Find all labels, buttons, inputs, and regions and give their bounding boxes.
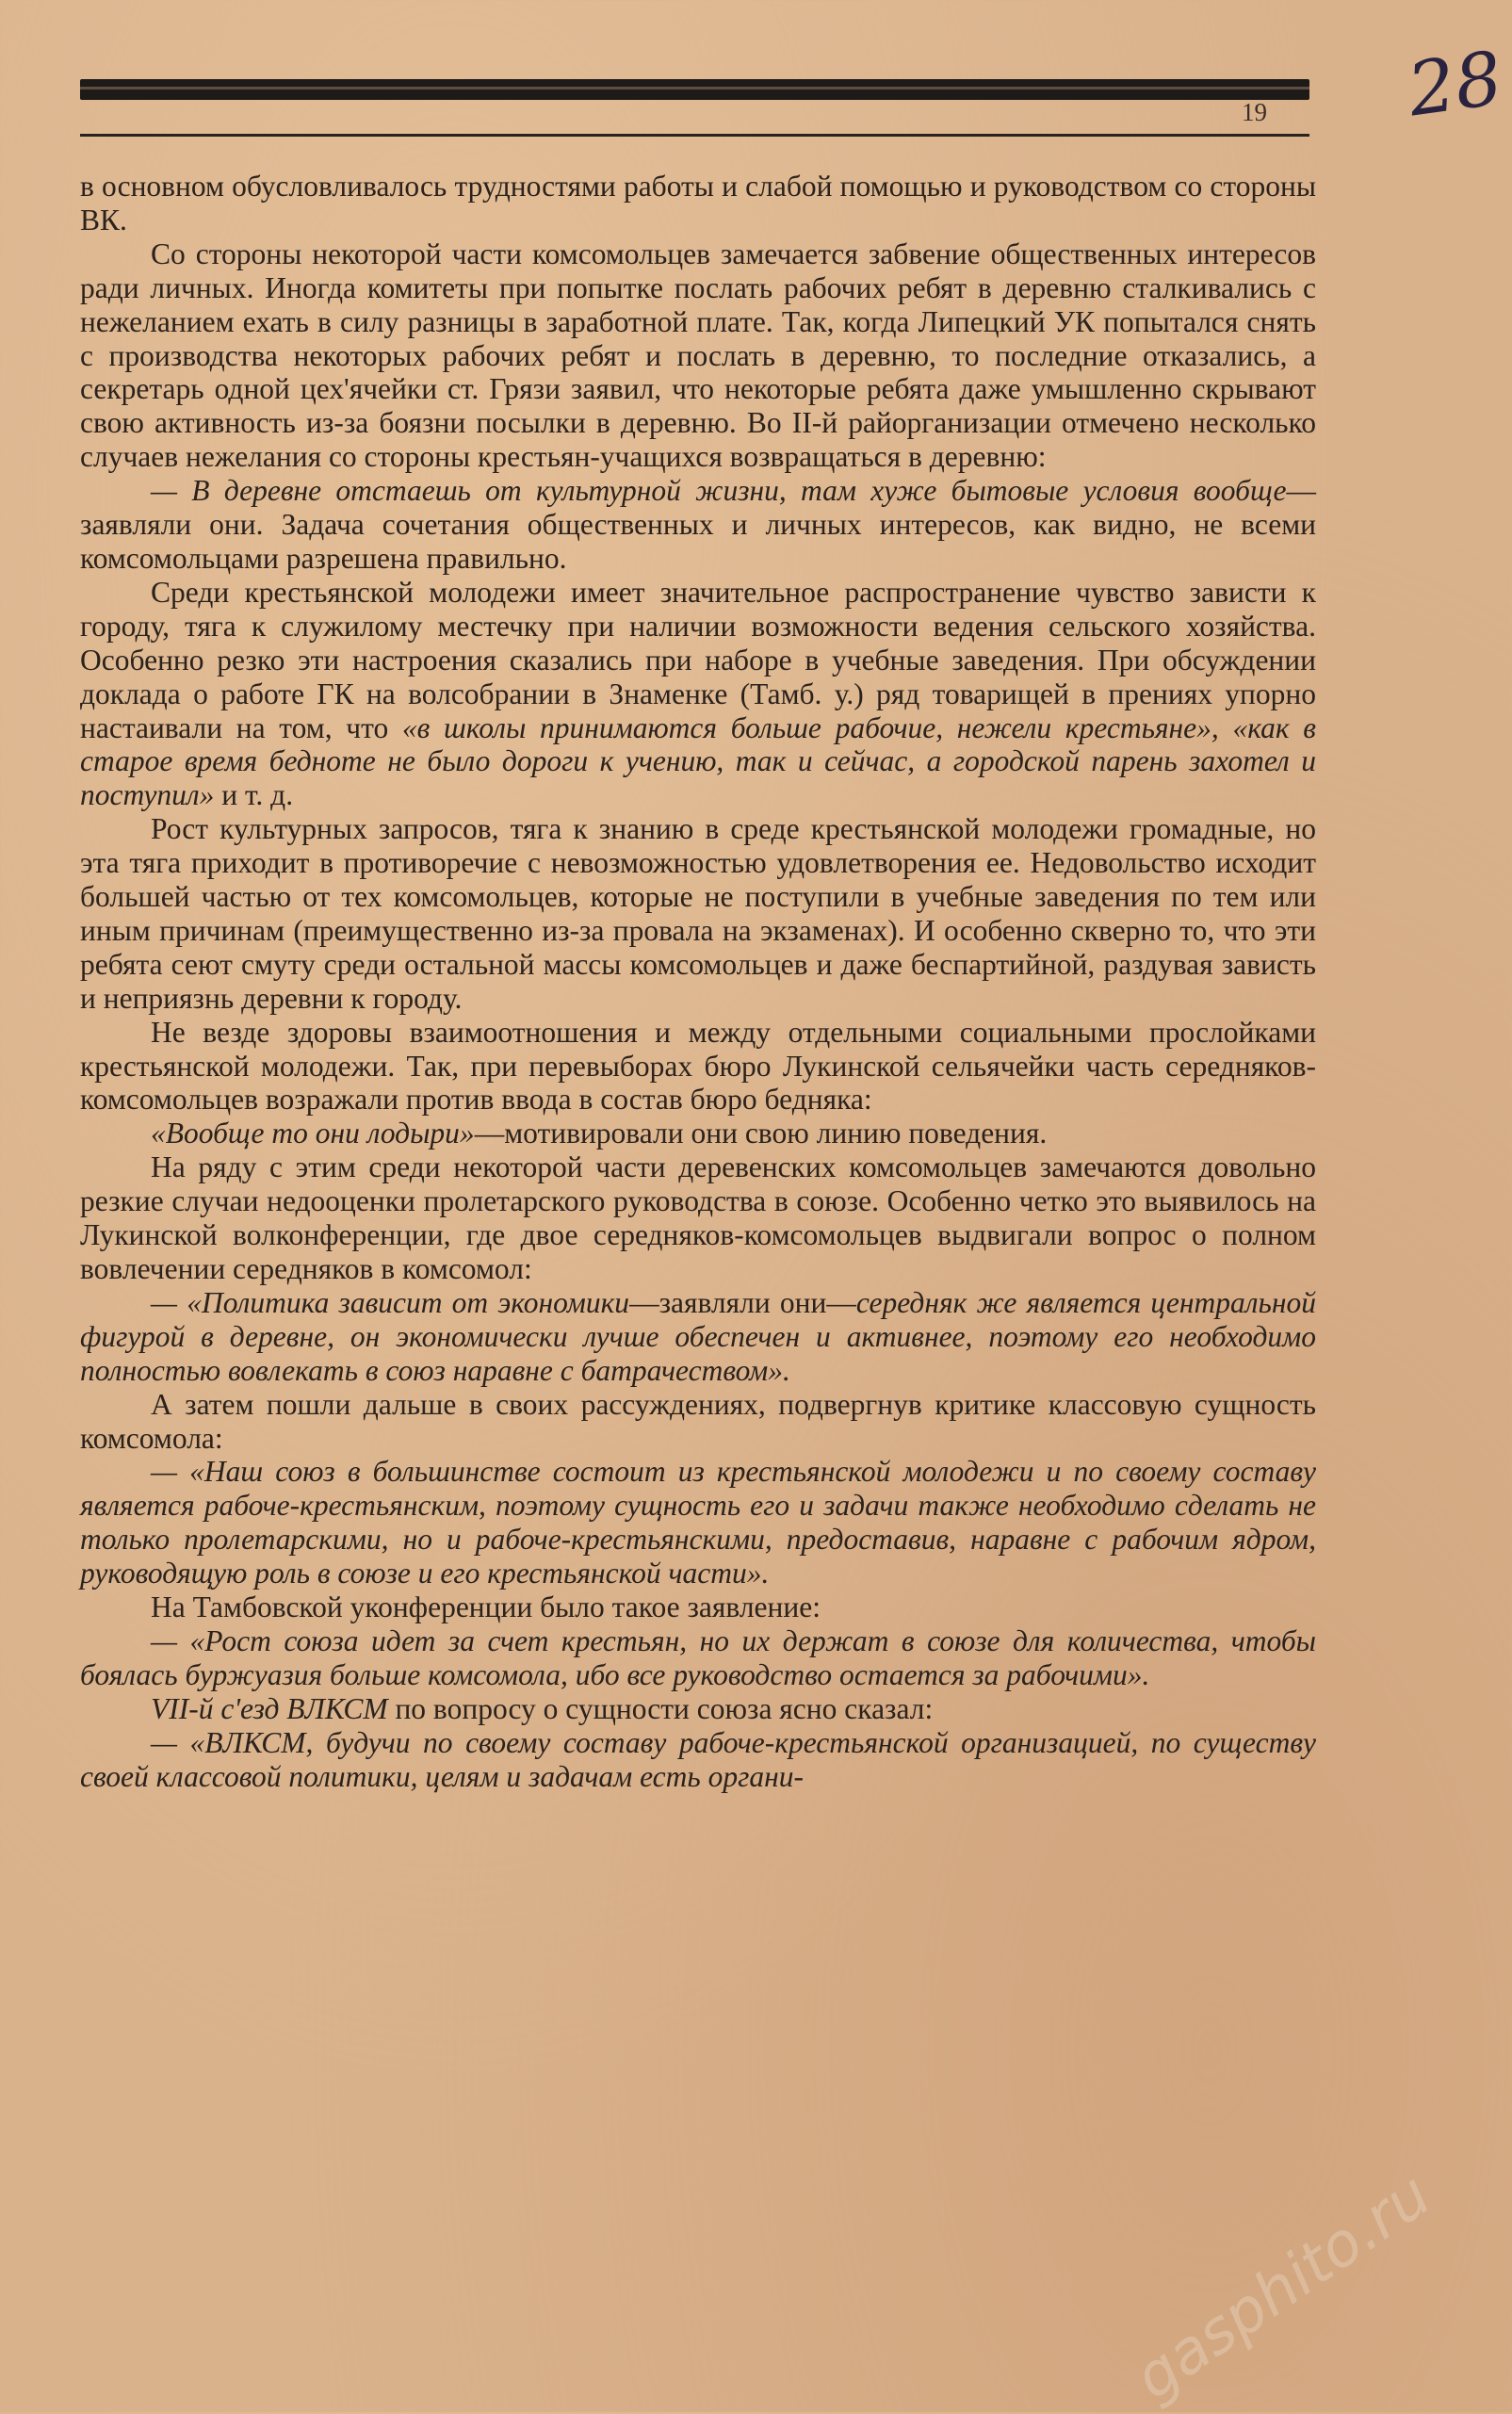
text-span: —мотивировали они свою линию поведения. [474, 1117, 1048, 1150]
paragraph: Со стороны некоторой части комсомольцев замечается забвение общественных интересов ради личных. Иногда комитеты при попытке послать рабочих ребят в деревню сталкивались с нежеланием ехать в силу разницы в заработной плате. Так, когда Липецкий УК попытался снять с производства некоторых рабочих ребят и послать в деревню, то последние отказались, а секретарь одной цех'ячейки ст. Грязи заявил, что некоторые ребята даже умышленно скрывают свою активность из-за боязни посылки в деревню. Во II-й райорганизации отмечено несколько случаев нежелания со стороны крестьян-учащихся возвращаться в деревню: [80, 237, 1316, 474]
paragraph [80, 1624, 1316, 1692]
paragraph [80, 576, 1316, 812]
paragraph [80, 1692, 1316, 1726]
paragraph: Рост культурных запросов, тяга к знанию в среде крестьянской молодежи громадные, но эта тяга приходит в противоречие с невозможностью удовлетворения ее. Недовольство исходит большей частью от тех комсомольцев, которые не поступили в учебные заведения по тем или иным причинам (преимущественно из-за провала на экзаменах). И особенно скверно то, что эти ребята сеют смуту среди остальной массы комсомольцев и даже беспартийной, раздувая зависть и неприязнь деревни к городу. [80, 812, 1316, 1015]
text-span: по вопросу о сущности союза ясно сказал: [387, 1691, 934, 1725]
paragraph: На ряду с этим среди некоторой части деревенских комсомольцев замечаются довольно резкие случаи недооценки пролетарского руководства в союзе. Особенно четко это выявилось на Лукинской волконференции, где двое середняков-комсомольцев выдвигали вопрос о полном вовлечении середняков в комсомол: [80, 1150, 1316, 1285]
quote: — «Политика зависит от экономики [151, 1285, 630, 1319]
handwritten-number: 28 [1403, 36, 1508, 134]
quote: середняк же является центральной фигурой в деревне, он экономически лучше обеспечен и активнее, поэтому его необходимо полностью вовлекать в союз наравне с батрачеством». [80, 1285, 1316, 1387]
paragraph: А затем пошли дальше в своих рассуждениях, подвергнув критике классовую сущность комсомола: [80, 1387, 1316, 1455]
quote: «в школы принимаются больше рабочие, нежели крестьяне», «как в старое время бедноте не было дороги к учению, так и сейчас, а городской парень захотел и поступил» [80, 710, 1316, 812]
quote: — В деревне отстаешь от культурной жизни, там хуже бытовые условия вообще [151, 474, 1287, 508]
quote: — «Наш союз в большинстве состоит из крестьянской молодежи и по своему составу является рабоче-крестьянским, поэтому сущность его и задачи также необходимо сделать не только пролетарскими, но и рабоче-крестьянскими, предоставив, наравне с рабочим ядром, руководящую роль в союзе и его крестьянской части». [80, 1455, 1316, 1590]
page-number: 19 [1242, 98, 1267, 126]
top-bar [80, 79, 1309, 100]
quote: — «ВЛКСМ, будучи по своему составу рабоче-крестьянской организацией, по существу своей классовой политики, целям и задачам есть органи- [80, 1725, 1316, 1793]
paragraph [80, 474, 1316, 576]
paragraph [80, 1117, 1316, 1150]
quote: «Вообще то они лодыри» [151, 1117, 475, 1150]
quote: VII-й с'езд ВЛКСМ [151, 1691, 388, 1725]
paragraph [80, 1455, 1316, 1590]
quote: — «Рост союза идет за счет крестьян, но их держат в союзе для количества, чтобы боялась буржуазия больше комсомола, ибо все руководство остается за рабочими». [80, 1623, 1316, 1691]
text-span: —заявляли они— [629, 1285, 856, 1319]
text-span: —заявляли они. Задача сочетания общественных и личных интересов, как видно, не всеми комсомольцами разрешена правильно. [80, 474, 1316, 575]
paragraph: На Тамбовской уконференции было такое заявление: [151, 1590, 821, 1624]
watermark: gasphito.ru [1122, 2160, 1443, 2414]
paragraph [80, 1726, 1316, 1794]
paragraph [80, 1286, 1316, 1388]
paragraph: в основном обусловливалось трудностями работы и слабой помощью и руководством со стороны ВК. [80, 170, 1316, 237]
paragraph: Не везде здоровы взаимоотношения и между отдельными социальными прослойками крестьянской молодежи. Так, при перевыборах бюро Лукинской сельячейки часть середняков-комсомольцев возражали против ввода в состав бюро бедняка: [80, 1015, 1316, 1117]
rule [80, 134, 1309, 137]
text-span: Среди крестьянской молодежи имеет значительное распространение чувство зависти к городу, тяга к служилому местечку при наличии возможности ведения сельского хозяйства. Особенно резко эти настроения сказались при наборе в учебные заведения. При обсуждении доклада о работе ГК на волсобрании в Знаменке (Тамб. у.) ряд товарищей в прениях упорно настаивали на том, что [80, 575, 1316, 744]
article-text [80, 170, 1316, 1794]
text-span: и т. д. [214, 778, 294, 812]
